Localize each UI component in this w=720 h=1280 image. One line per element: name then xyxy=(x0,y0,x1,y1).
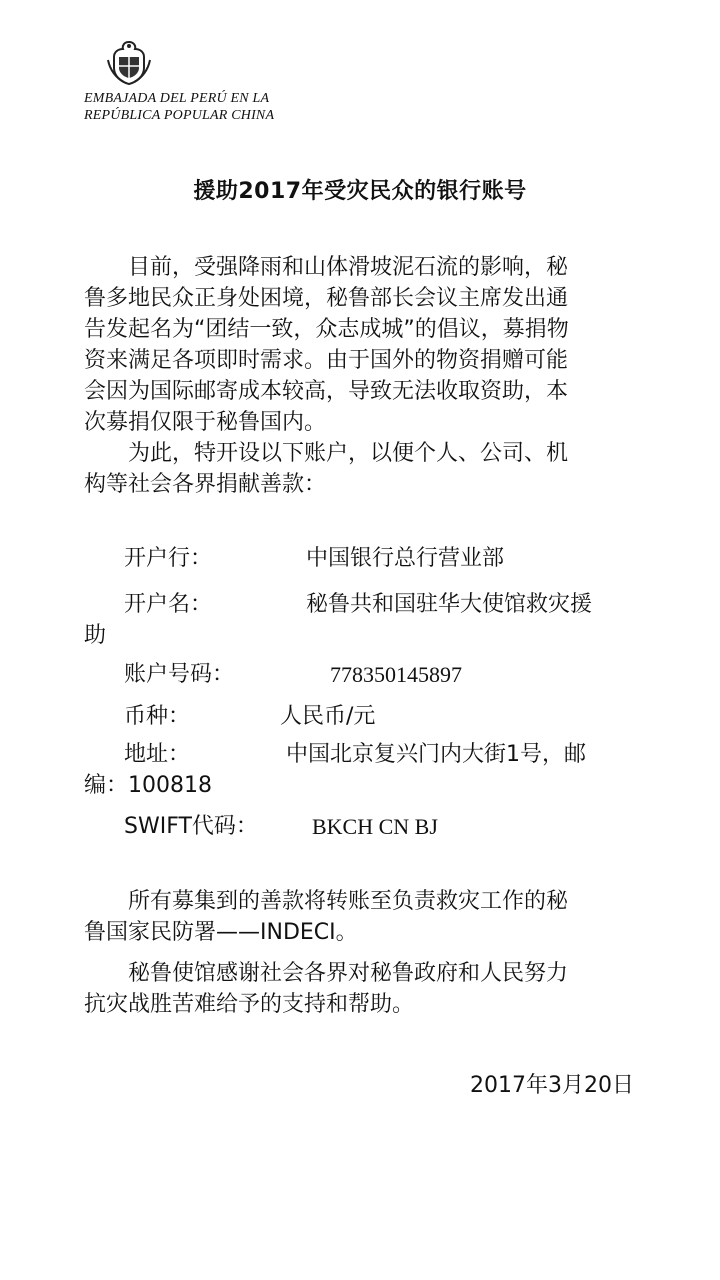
paragraph-2 xyxy=(84,438,636,500)
paragraph-3-line: 鲁国家民防署——INDECI。 xyxy=(84,920,358,945)
paragraph-1 xyxy=(84,252,636,438)
paragraph-4-line: 抗灾战胜苦难给予的支持和帮助。 xyxy=(84,992,415,1017)
address-label: 地址： xyxy=(124,742,191,767)
paragraph-4 xyxy=(84,958,636,1020)
paragraph-1-line: 会因为国际邮寄成本较高，导致无法收取资助，本 xyxy=(84,379,569,404)
address-value-cont: 编：100818 xyxy=(84,773,212,798)
paragraph-3 xyxy=(84,886,636,948)
currency-label: 币种： xyxy=(124,704,191,729)
paragraph-1-line: 鲁多地民众正身处困境，秘鲁部长会议主席发出通 xyxy=(84,286,569,311)
swift-value: BKCH CN BJ xyxy=(312,814,438,839)
swift-label: SWIFT代码： xyxy=(124,814,258,839)
paragraph-1-line: 资来满足各项即时需求。由于国外的物资捐赠可能 xyxy=(84,348,569,373)
embassy-header xyxy=(84,90,274,124)
document-title: 援助2017年受灾民众的银行账号 xyxy=(193,179,527,204)
currency-value: 人民币/元 xyxy=(280,704,376,729)
account-number-label: 账户号码： xyxy=(124,662,235,687)
document-date: 2017年3月20日 xyxy=(470,1073,634,1098)
account-name-value-cont: 助 xyxy=(84,623,107,648)
paragraph-2-line: 为此，特开设以下账户，以便个人、公司、机 xyxy=(128,441,569,466)
account-name-value: 秘鲁共和国驻华大使馆救灾援 xyxy=(306,592,593,617)
bank-label: 开户行： xyxy=(124,546,213,571)
paragraph-1-line: 目前，受强降雨和山体滑坡泥石流的影响，秘 xyxy=(128,255,569,280)
paragraph-2-line: 构等社会各界捐献善款： xyxy=(84,472,327,497)
coat-of-arms-icon xyxy=(104,40,154,86)
paragraph-3-line: 所有募集到的善款将转账至负责救灾工作的秘 xyxy=(128,889,569,914)
embassy-line-1: EMBAJADA DEL PERÚ EN LA xyxy=(84,91,270,106)
account-number-value: 778350145897 xyxy=(330,662,462,687)
paragraph-1-line: 告发起名为“团结一致，众志成城”的倡议，募捐物 xyxy=(84,317,569,342)
paragraph-1-line: 次募捐仅限于秘鲁国内。 xyxy=(84,410,327,435)
bank-value: 中国银行总行营业部 xyxy=(306,546,505,571)
account-name-label: 开户名： xyxy=(124,592,213,617)
paragraph-4-line: 秘鲁使馆感谢社会各界对秘鲁政府和人民努力 xyxy=(128,961,569,986)
address-value: 中国北京复兴门内大街1号，邮 xyxy=(286,742,586,767)
embassy-line-2: REPÚBLICA POPULAR CHINA xyxy=(84,108,275,123)
